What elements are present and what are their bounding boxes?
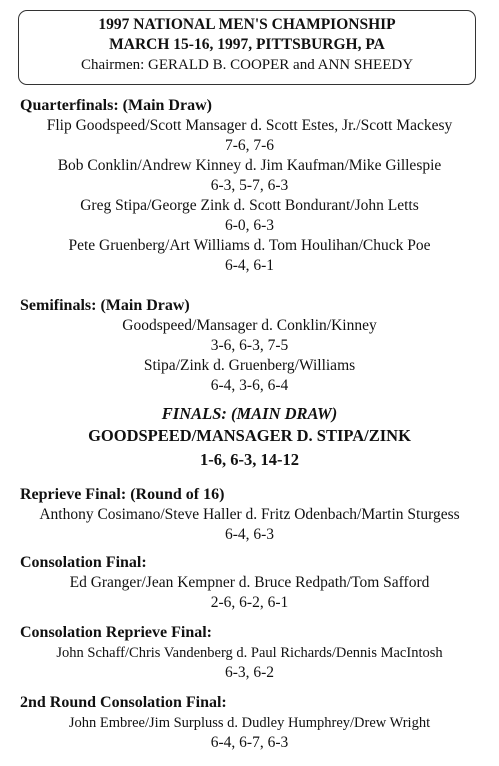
consolation-final-section bbox=[0, 553, 499, 613]
match-score: 6-4, 6-1 bbox=[224, 257, 275, 274]
semifinals-section bbox=[0, 296, 499, 396]
consolation-reprieve-final-section bbox=[0, 623, 499, 683]
match-score: 6-4, 6-7, 6-3 bbox=[210, 734, 289, 751]
match-result: Anthony Cosimano/Steve Haller d. Fritz Odenbach/Martin Sturgess bbox=[39, 506, 460, 523]
match-score: 6-4, 3-6, 6-4 bbox=[210, 377, 289, 394]
match-score: 6-3, 6-2 bbox=[224, 664, 275, 681]
date-location: MARCH 15-16, 1997, PITTSBURGH, PA bbox=[109, 36, 385, 53]
consolation-final-heading: Consolation Final: bbox=[20, 554, 147, 571]
match-result: Bob Conklin/Andrew Kinney d. Jim Kaufman/Mike Gillespie bbox=[57, 157, 442, 174]
match-score: 6-3, 5-7, 6-3 bbox=[210, 177, 289, 194]
match-score: 3-6, 6-3, 7-5 bbox=[210, 337, 289, 354]
second-round-consolation-final-section bbox=[0, 693, 499, 753]
championship-title: 1997 NATIONAL MEN'S CHAMPIONSHIP bbox=[98, 16, 396, 33]
match-result: Goodspeed/Mansager d. Conklin/Kinney bbox=[122, 317, 377, 334]
match-result: John Schaff/Chris Vandenberg d. Paul Richards/Dennis MacIntosh bbox=[56, 645, 443, 661]
second-round-consolation-final-heading: 2nd Round Consolation Final: bbox=[20, 694, 227, 711]
match-result: Flip Goodspeed/Scott Mansager d. Scott Estes, Jr./Scott Mackesy bbox=[46, 117, 453, 134]
match-result: Stipa/Zink d. Gruenberg/Williams bbox=[143, 357, 356, 374]
match-result: John Embree/Jim Surpluss d. Dudley Humphrey/Drew Wright bbox=[68, 715, 431, 731]
quarterfinals-heading: Quarterfinals: (Main Draw) bbox=[20, 97, 212, 114]
match-score: 2-6, 6-2, 6-1 bbox=[210, 594, 289, 611]
semifinals-heading: Semifinals: (Main Draw) bbox=[20, 297, 190, 314]
match-result: Pete Gruenberg/Art Williams d. Tom Houlihan/Chuck Poe bbox=[68, 237, 431, 254]
finals-score: 1-6, 6-3, 14-12 bbox=[200, 450, 299, 469]
match-score: 6-4, 6-3 bbox=[224, 526, 275, 543]
finals-heading: FINALS: (MAIN DRAW) bbox=[161, 404, 338, 423]
reprieve-final-section bbox=[0, 485, 499, 545]
match-score: 6-0, 6-3 bbox=[224, 217, 275, 234]
match-result: Ed Granger/Jean Kempner d. Bruce Redpath/Tom Safford bbox=[69, 574, 430, 591]
quarterfinals-section bbox=[0, 96, 499, 276]
reprieve-final-heading: Reprieve Final: (Round of 16) bbox=[20, 486, 225, 503]
header-box bbox=[18, 10, 476, 85]
finals-result: GOODSPEED/MANSAGER D. STIPA/ZINK bbox=[88, 426, 411, 445]
chairmen-line: Chairmen: GERALD B. COOPER and ANN SHEEDY bbox=[80, 57, 414, 73]
match-result: Greg Stipa/George Zink d. Scott Bondurant/John Letts bbox=[80, 197, 419, 214]
match-score: 7-6, 7-6 bbox=[224, 137, 275, 154]
finals-section bbox=[0, 403, 499, 471]
consolation-reprieve-final-heading: Consolation Reprieve Final: bbox=[20, 624, 212, 641]
